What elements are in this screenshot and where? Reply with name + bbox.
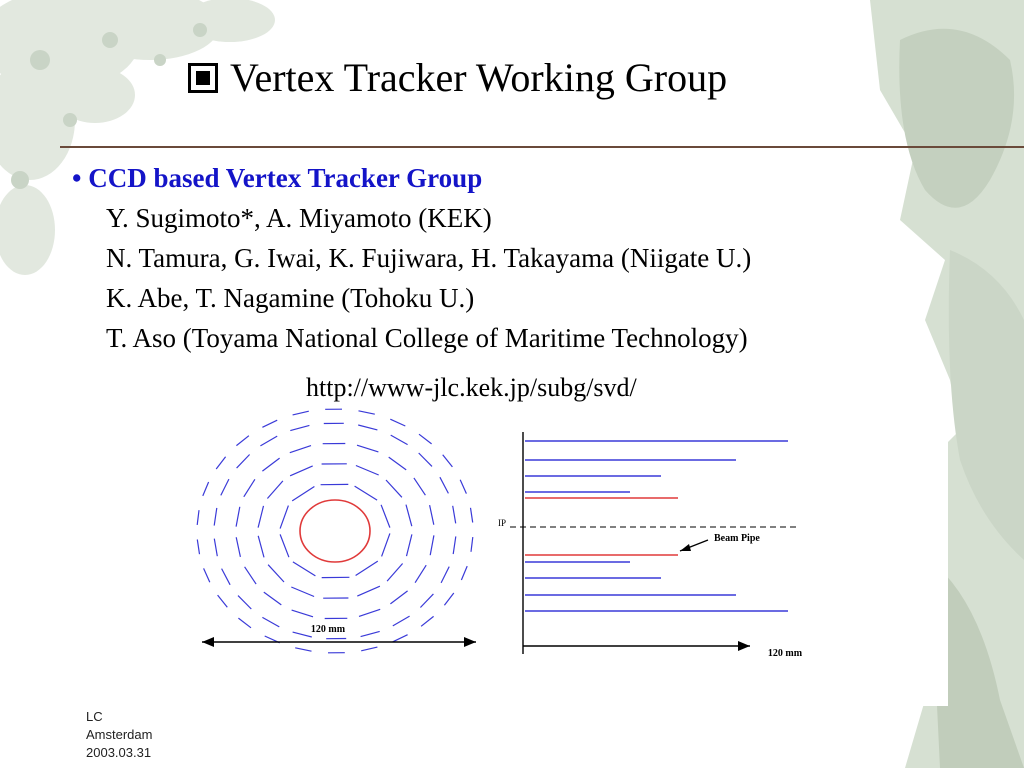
member-line: N. Tamura, G. Iwai, K. Fujiwara, H. Takayama (Niigate U.): [106, 243, 752, 273]
slide-title: [188, 55, 728, 100]
ladder-segment: [387, 564, 403, 582]
ladder-segment: [295, 648, 311, 651]
ladder-segment: [236, 436, 249, 446]
ladder-segment: [203, 482, 209, 496]
ladder-segment: [471, 537, 473, 552]
ladder-segment: [260, 436, 277, 446]
ladder-segment: [430, 535, 434, 555]
ladder-segment: [461, 566, 467, 580]
ladder-segment: [218, 595, 228, 607]
ladder-segment: [443, 455, 453, 467]
slide-title-text: Vertex Tracker Working Group: [230, 55, 728, 100]
ladder-segment: [453, 536, 456, 554]
ladder-segment: [204, 568, 210, 582]
group-heading: • CCD based Vertex Tracker Group: [72, 163, 483, 193]
ladder-segment: [356, 561, 378, 575]
ladder-segment: [390, 591, 407, 604]
footer-line: Amsterdam: [86, 727, 153, 742]
ladder-segment: [419, 434, 432, 444]
ladder-segment: [393, 635, 408, 642]
ladder-segment: [460, 480, 466, 494]
ladder-segment: [355, 486, 378, 500]
ip-label: IP: [498, 518, 507, 528]
ladder-segment: [453, 506, 456, 524]
ladder-segment: [386, 480, 402, 497]
ladder-segment: [290, 425, 309, 430]
ladder-segment: [444, 593, 453, 605]
vertex-detector-figure: [180, 376, 948, 706]
member-line: T. Aso (Toyama National College of Maritime Technology): [106, 323, 748, 353]
ladder-segment: [280, 534, 289, 557]
ladder-segment: [361, 631, 380, 636]
ladder-segment: [197, 540, 199, 555]
member-line: Y. Sugimoto*, A. Miyamoto (KEK): [106, 203, 492, 233]
ladder-segment: [393, 616, 410, 626]
ladder-segment: [245, 567, 257, 584]
ladder-segment: [291, 587, 314, 597]
ladder-segment: [216, 457, 225, 469]
ladder-segment: [292, 610, 313, 617]
ladder-segment: [264, 592, 282, 605]
ladder-segment: [382, 533, 390, 556]
ladder-segment: [258, 536, 264, 558]
ladder-segment: [268, 565, 284, 582]
left-dimension-label: 120 mm: [310, 624, 346, 635]
ladder-segment: [214, 508, 217, 526]
ladder-segment: [356, 466, 379, 476]
ladder-segment: [390, 419, 405, 426]
ladder-segment: [258, 506, 263, 528]
group-url-link[interactable]: http://www-jlc.kek.jp/subg/svd/: [306, 373, 637, 402]
ladder-segment: [262, 458, 279, 471]
ladder-segment: [280, 506, 288, 529]
ladder-segment: [293, 632, 312, 637]
ladder-segment: [359, 411, 375, 414]
side-view-layers: [525, 441, 788, 611]
ladder-segment: [262, 420, 277, 427]
ladder-segment: [244, 479, 255, 497]
ladder-segment: [381, 505, 390, 528]
ladder-segment: [236, 507, 240, 527]
ladder-segment: [222, 569, 231, 585]
ladder-segment: [389, 457, 407, 470]
ladder-segment: [293, 411, 309, 415]
ladder-rings: [197, 409, 473, 653]
ladder-segment: [415, 565, 426, 583]
right-dimension-label: 120 mm: [767, 648, 803, 659]
ladder-segment: [430, 505, 434, 525]
ladder-segment: [419, 453, 432, 466]
ladder-segment: [440, 477, 449, 493]
beam-pipe-ring: [300, 500, 370, 562]
member-line: K. Abe, T. Nagamine (Tohoku U.): [106, 283, 475, 313]
beam-pipe-label: Beam Pipe: [714, 533, 760, 544]
ladder-segment: [236, 537, 240, 557]
ladder-segment: [406, 505, 412, 527]
footer-line: 2003.03.31: [86, 745, 152, 760]
ladder-segment: [290, 446, 311, 453]
ladder-segment: [238, 618, 251, 628]
ladder-segment: [221, 479, 229, 495]
ladder-segment: [391, 435, 408, 445]
ladder-segment: [421, 616, 434, 626]
ladder-segment: [267, 481, 283, 499]
ladder-segment: [293, 562, 316, 576]
ladder-segment: [237, 455, 250, 469]
ladder-segment: [357, 445, 378, 452]
ladder-segment: [357, 586, 380, 596]
ladder-segment: [414, 478, 426, 495]
ladder-segment: [292, 487, 314, 501]
square-bullet-icon: [188, 63, 218, 93]
ladder-segment: [361, 647, 377, 651]
ladder-segment: [471, 508, 473, 523]
ladder-segment: [420, 594, 433, 608]
ladder-segment: [290, 466, 313, 476]
footer-line: LC: [86, 709, 103, 724]
ladder-segment: [262, 617, 279, 627]
ladder-segment: [358, 425, 377, 430]
ladder-segment: [238, 596, 251, 609]
title-divider: [60, 146, 1024, 148]
footer-block: [86, 708, 152, 762]
ladder-segment: [197, 510, 199, 525]
ladder-segment: [359, 609, 380, 616]
ladder-segment: [441, 567, 449, 583]
ladder-segment: [214, 539, 217, 557]
ladder-segment: [407, 534, 412, 556]
